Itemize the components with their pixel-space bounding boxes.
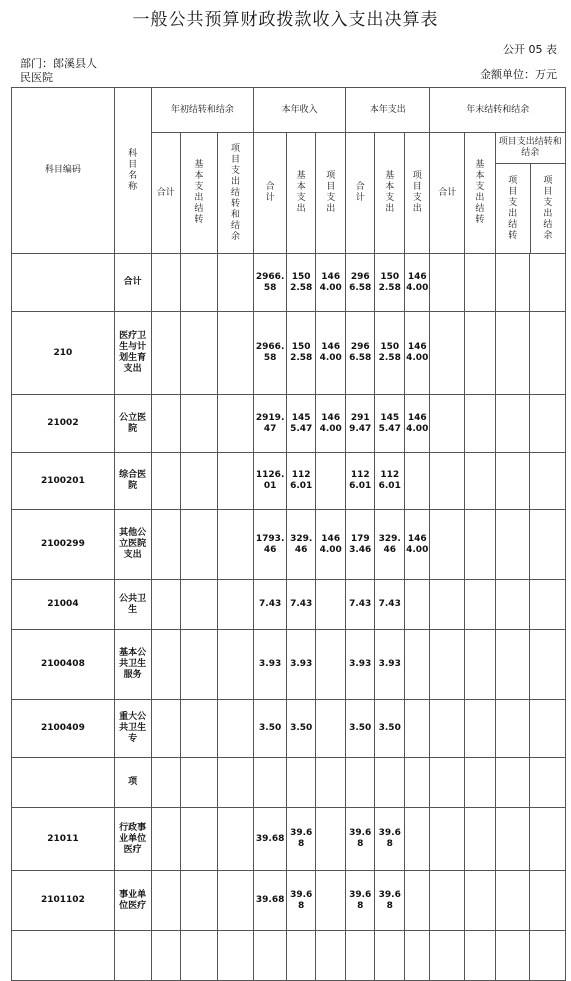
end-project-balance-cell xyxy=(530,931,566,981)
begin-project-cell xyxy=(217,453,254,510)
table-row xyxy=(12,312,566,395)
income-project-cell xyxy=(316,453,346,510)
end-project-carry-cell xyxy=(495,758,530,808)
income-basic-cell: 39.68 xyxy=(286,871,316,931)
end-basic-cell xyxy=(465,808,496,871)
income-basic-cell: 1502.58 xyxy=(286,312,316,395)
expense-basic-cell: 3.50 xyxy=(375,700,405,758)
subject-name-cell: 项 xyxy=(114,758,151,808)
begin-total-cell xyxy=(151,254,181,312)
expense-total-cell: 7.43 xyxy=(345,580,375,630)
end-project-group-header xyxy=(495,133,565,254)
end-project-carry-cell xyxy=(495,312,530,395)
subject-code-cell: 2100299 xyxy=(12,510,115,580)
end-project-group-label: 项目支出结转和结余 xyxy=(496,133,565,164)
end-total-cell xyxy=(430,871,465,931)
expense-basic-cell: 1502.58 xyxy=(375,254,405,312)
begin-basic-cell xyxy=(181,808,218,871)
end-total-cell xyxy=(430,630,465,700)
income-project-cell: 1464.00 xyxy=(316,312,346,395)
begin-total-cell xyxy=(151,453,181,510)
subject-name-cell: 基本公共卫生服务 xyxy=(114,630,151,700)
income-basic-cell xyxy=(286,931,316,981)
begin-basic-cell xyxy=(181,395,218,453)
expense-total-cell: 39.68 xyxy=(345,808,375,871)
income-basic-cell: 329.46 xyxy=(286,510,316,580)
expense-total-cell: 2966.58 xyxy=(345,312,375,395)
expense-project-cell xyxy=(405,630,430,700)
end-project-balance-cell xyxy=(530,453,566,510)
begin-basic-header: 基本支出结转 xyxy=(181,133,218,254)
expense-project-cell xyxy=(405,700,430,758)
expense-total-cell: 3.93 xyxy=(345,630,375,700)
subject-code-cell: 210 xyxy=(12,312,115,395)
begin-total-cell xyxy=(151,630,181,700)
begin-project-cell xyxy=(217,758,254,808)
end-basic-cell xyxy=(465,758,496,808)
income-basic-cell: 3.93 xyxy=(286,630,316,700)
income-project-cell xyxy=(316,808,346,871)
end-basic-cell xyxy=(465,630,496,700)
end-basic-cell xyxy=(465,700,496,758)
table-row xyxy=(12,453,566,510)
subject-name-cell: 医疗卫生与计划生育支出 xyxy=(114,312,151,395)
expense-basic-cell: 329.46 xyxy=(375,510,405,580)
table-row xyxy=(12,254,566,312)
end-project-balance-cell xyxy=(530,395,566,453)
end-basic-cell xyxy=(465,510,496,580)
income-total-cell: 2966.58 xyxy=(254,312,287,395)
income-total-cell: 2919.47 xyxy=(254,395,287,453)
income-basic-cell: 7.43 xyxy=(286,580,316,630)
expense-basic-cell: 39.68 xyxy=(375,808,405,871)
income-total-cell: 3.50 xyxy=(254,700,287,758)
income-project-cell xyxy=(316,700,346,758)
income-basic-cell: 1502.58 xyxy=(286,254,316,312)
expense-project-cell: 1464.00 xyxy=(405,254,430,312)
end-basic-cell xyxy=(465,931,496,981)
end-project-carry-cell xyxy=(495,700,530,758)
income-total-cell: 39.68 xyxy=(254,808,287,871)
expense-total-cell: 2919.47 xyxy=(345,395,375,453)
begin-basic-cell xyxy=(181,630,218,700)
end-total-cell xyxy=(430,808,465,871)
begin-project-cell xyxy=(217,395,254,453)
income-basic-cell: 1126.01 xyxy=(286,453,316,510)
page-title: 一般公共预算财政拨款收入支出决算表 xyxy=(132,10,439,30)
begin-basic-cell xyxy=(181,312,218,395)
expense-group-header: 本年支出 xyxy=(345,88,430,133)
begin-total-cell xyxy=(151,871,181,931)
table-row xyxy=(12,395,566,453)
end-project-balance-cell xyxy=(530,808,566,871)
end-project-carry-header: 项目支出结转 xyxy=(496,164,531,253)
end-total-cell xyxy=(430,580,465,630)
end-project-balance-cell xyxy=(530,510,566,580)
expense-project-cell xyxy=(405,453,430,510)
income-project-cell xyxy=(316,630,346,700)
table-row xyxy=(12,808,566,871)
subject-code-cell xyxy=(12,758,115,808)
end-total-cell xyxy=(430,510,465,580)
end-project-balance-cell xyxy=(530,630,566,700)
begin-project-cell xyxy=(217,510,254,580)
income-basic-header: 基本支出 xyxy=(286,133,316,254)
expense-project-cell xyxy=(405,580,430,630)
end-basic-cell xyxy=(465,871,496,931)
income-total-cell: 3.93 xyxy=(254,630,287,700)
income-total-header: 合计 xyxy=(254,133,287,254)
subject-code-cell xyxy=(12,254,115,312)
income-total-cell: 2966.58 xyxy=(254,254,287,312)
income-basic-cell: 39.68 xyxy=(286,808,316,871)
subject-code-header: 科目编码 xyxy=(12,88,115,254)
subject-code-cell: 2100408 xyxy=(12,630,115,700)
table-row xyxy=(12,700,566,758)
subject-name-cell: 其他公立医院支出 xyxy=(114,510,151,580)
begin-total-cell xyxy=(151,700,181,758)
income-total-cell: 39.68 xyxy=(254,871,287,931)
begin-basic-cell xyxy=(181,254,218,312)
begin-basic-cell xyxy=(181,510,218,580)
subject-code-cell: 21004 xyxy=(12,580,115,630)
end-basic-header: 基本支出结转 xyxy=(465,133,496,254)
end-project-carry-cell xyxy=(495,254,530,312)
expense-total-header: 合计 xyxy=(345,133,375,254)
end-project-carry-cell xyxy=(495,395,530,453)
end-project-carry-cell xyxy=(495,931,530,981)
subject-code-cell: 2100409 xyxy=(12,700,115,758)
income-total-cell: 1126.01 xyxy=(254,453,287,510)
expense-basic-cell: 3.93 xyxy=(375,630,405,700)
income-basic-cell: 3.50 xyxy=(286,700,316,758)
expense-basic-cell: 1126.01 xyxy=(375,453,405,510)
budget-table xyxy=(11,87,566,981)
begin-basic-cell xyxy=(181,871,218,931)
end-project-balance-header: 项目支出结余 xyxy=(543,175,553,241)
expense-basic-cell: 1502.58 xyxy=(375,312,405,395)
end-total-cell xyxy=(430,254,465,312)
income-project-cell: 1464.00 xyxy=(316,254,346,312)
expense-project-cell: 1464.00 xyxy=(405,395,430,453)
subject-code-cell: 21011 xyxy=(12,808,115,871)
expense-project-cell xyxy=(405,808,430,871)
end-project-carry-cell xyxy=(495,871,530,931)
end-basic-cell xyxy=(465,453,496,510)
begin-total-cell xyxy=(151,758,181,808)
subject-code-cell xyxy=(12,931,115,981)
begin-total-cell xyxy=(151,510,181,580)
end-project-carry-cell xyxy=(495,510,530,580)
begin-basic-cell xyxy=(181,931,218,981)
subject-name-cell: 公共卫生 xyxy=(114,580,151,630)
income-total-cell xyxy=(254,931,287,981)
subject-name-cell: 事业单位医疗 xyxy=(114,871,151,931)
begin-project-cell xyxy=(217,254,254,312)
end-project-balance-cell xyxy=(530,312,566,395)
begin-project-cell xyxy=(217,580,254,630)
income-total-cell: 1793.46 xyxy=(254,510,287,580)
begin-total-cell xyxy=(151,580,181,630)
begin-total-cell xyxy=(151,808,181,871)
end-total-header: 合计 xyxy=(430,133,465,254)
begin-project-header: 项目支出结转和结余 xyxy=(217,133,254,254)
end-project-balance-cell xyxy=(530,700,566,758)
subject-name-cell: 合计 xyxy=(114,254,151,312)
end-total-cell xyxy=(430,395,465,453)
end-total-cell xyxy=(430,931,465,981)
amount-unit-label: 金额单位：万元 xyxy=(480,68,557,81)
subject-name-cell: 行政事业单位医疗 xyxy=(114,808,151,871)
begin-project-cell xyxy=(217,312,254,395)
table-row xyxy=(12,510,566,580)
end-balance-group-header: 年末结转和结余 xyxy=(430,88,566,133)
expense-basic-cell xyxy=(375,931,405,981)
table-row xyxy=(12,931,566,981)
subject-code-cell: 2101102 xyxy=(12,871,115,931)
end-basic-cell xyxy=(465,395,496,453)
begin-project-cell xyxy=(217,808,254,871)
begin-basic-cell xyxy=(181,758,218,808)
expense-total-cell xyxy=(345,758,375,808)
end-project-carry-cell xyxy=(495,453,530,510)
income-project-cell xyxy=(316,758,346,808)
end-project-carry-cell xyxy=(495,580,530,630)
subject-name-cell xyxy=(114,931,151,981)
expense-project-header: 项目支出 xyxy=(405,133,430,254)
income-project-cell xyxy=(316,871,346,931)
begin-total-cell xyxy=(151,312,181,395)
expense-project-cell xyxy=(405,931,430,981)
begin-project-cell xyxy=(217,871,254,931)
expense-basic-cell: 39.68 xyxy=(375,871,405,931)
end-project-balance-cell xyxy=(530,254,566,312)
end-total-cell xyxy=(430,312,465,395)
end-total-cell xyxy=(430,453,465,510)
expense-basic-cell: 1455.47 xyxy=(375,395,405,453)
table-row xyxy=(12,758,566,808)
subject-name-header: 科目名称 xyxy=(114,88,151,254)
end-total-cell xyxy=(430,758,465,808)
end-basic-cell xyxy=(465,254,496,312)
end-basic-cell xyxy=(465,312,496,395)
table-row xyxy=(12,580,566,630)
expense-project-cell: 1464.00 xyxy=(405,312,430,395)
begin-balance-group-header: 年初结转和结余 xyxy=(151,88,254,133)
income-project-header: 项目支出 xyxy=(316,133,346,254)
subject-name-cell: 重大公共卫生专 xyxy=(114,700,151,758)
subject-name-cell: 综合医院 xyxy=(114,453,151,510)
end-project-balance-cell xyxy=(530,871,566,931)
begin-basic-cell xyxy=(181,700,218,758)
end-total-cell xyxy=(430,700,465,758)
begin-project-cell xyxy=(217,700,254,758)
income-project-cell: 1464.00 xyxy=(316,510,346,580)
begin-total-header: 合计 xyxy=(151,133,181,254)
income-project-cell xyxy=(316,580,346,630)
income-basic-cell: 1455.47 xyxy=(286,395,316,453)
expense-project-cell: 1464.00 xyxy=(405,510,430,580)
expense-total-cell: 3.50 xyxy=(345,700,375,758)
begin-project-cell xyxy=(217,931,254,981)
expense-total-cell xyxy=(345,931,375,981)
expense-basic-cell: 7.43 xyxy=(375,580,405,630)
expense-total-cell: 2966.58 xyxy=(345,254,375,312)
end-project-carry-cell xyxy=(495,630,530,700)
end-project-balance-cell xyxy=(530,580,566,630)
subject-name-cell: 公立医院 xyxy=(114,395,151,453)
expense-total-cell: 39.68 xyxy=(345,871,375,931)
expense-project-cell xyxy=(405,758,430,808)
income-total-cell xyxy=(254,758,287,808)
subject-code-cell: 21002 xyxy=(12,395,115,453)
form-code: 公开 05 表 xyxy=(503,43,557,56)
end-project-carry-cell xyxy=(495,808,530,871)
income-project-cell: 1464.00 xyxy=(316,395,346,453)
income-basic-cell xyxy=(286,758,316,808)
expense-total-cell: 1126.01 xyxy=(345,453,375,510)
expense-basic-header: 基本支出 xyxy=(375,133,405,254)
expense-basic-cell xyxy=(375,758,405,808)
subject-code-cell: 2100201 xyxy=(12,453,115,510)
begin-total-cell xyxy=(151,395,181,453)
end-project-balance-cell xyxy=(530,758,566,808)
begin-basic-cell xyxy=(181,453,218,510)
begin-project-cell xyxy=(217,630,254,700)
income-total-cell: 7.43 xyxy=(254,580,287,630)
department-label: 部门：郎溪县人民医院 xyxy=(20,57,97,84)
table-row xyxy=(12,630,566,700)
table-row xyxy=(12,871,566,931)
expense-total-cell: 1793.46 xyxy=(345,510,375,580)
expense-project-cell xyxy=(405,871,430,931)
begin-basic-cell xyxy=(181,580,218,630)
end-basic-cell xyxy=(465,580,496,630)
income-group-header: 本年收入 xyxy=(254,88,346,133)
income-project-cell xyxy=(316,931,346,981)
begin-total-cell xyxy=(151,931,181,981)
